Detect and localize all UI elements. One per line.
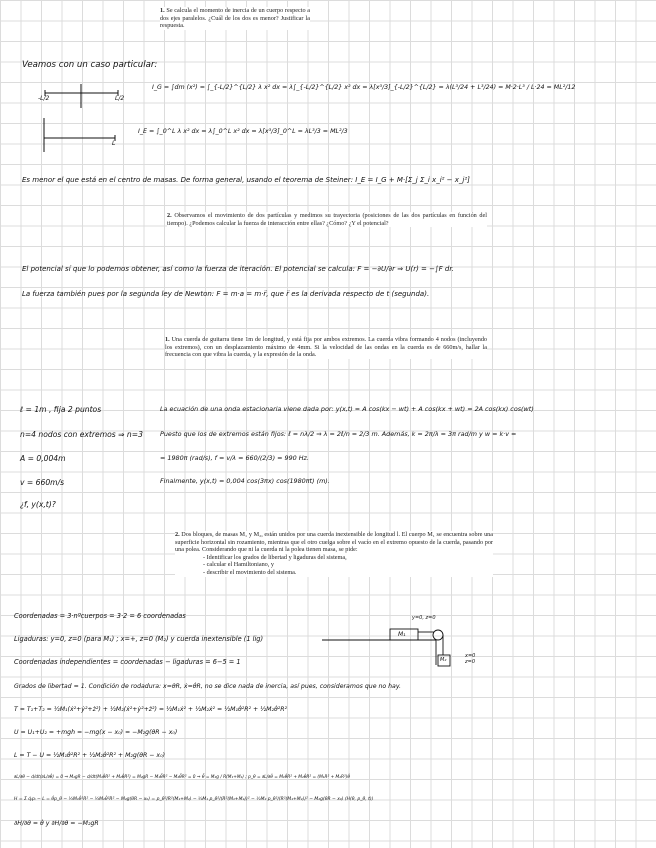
answer-3-data-5: ¿f, y(x,t)? [20,500,56,509]
question-3-number: 1. [165,336,170,343]
answer-1-equation-2: I_E = ∫_0^L λ x² dx = λ∫_0^L x² dx = λ[x³/3]_0^L = λL³/3 = ML²/3 [138,128,348,135]
question-2-text: Observamos el movimiento de dos partículas y medimos su trayectoria (posiciones de las dos partículas en función del tiempo). ¿Podemos calcular la fuerza de interacción entre ellas? ¿Cómo? ¿Y el potencial? [167,212,487,227]
answer-4-line-2: Ligaduras: y=0, z=0 (para M₁) ; x=+, z=0 (M₂) y cuerda inextensible (1 lig) [14,635,264,643]
list-item: - describir el movimiento del sistema. [203,569,493,577]
question-4-text: Dos bloques, de masas M₁ y M₂, están unidos por una cuerda inextensible de longitud l. El cuerpo M₁ se encuentra sobre una superficie horizontal sin rozamiento, mientras que el otro cuelga sobre el vacío en el extremo opuesto de la cuerda, pasando por una polea. Considerando que ni la cuerda ni la polea tienen masa, se pide: [175,531,493,554]
answer-3-data-4: v = 660m/s [20,478,65,487]
block-m1-label: M₁ [398,631,406,638]
answer-4-line-3: Coordenadas independientes = coordenadas − ligaduras = 6−5 = 1 [14,658,241,666]
answer-3-line-1: La ecuación de una onda estacionaria viene dada por: y(x,t) = A cos(kx − wt) + A cos(kx + wt) = 2A cos(kx) cos(wt) [160,405,534,413]
answer-3-data-1: ℓ = 1m , fija 2 puntos [20,405,102,414]
answer-1-intro: Veamos con un caso particular: [22,60,158,70]
question-1-text: Se calcula el momento de inercia de un cuerpo respecto a dos ejes paralelos. ¿Cuál de los dos es menor? Justificar la respuesta. [160,7,311,30]
block-pulley-diagram [322,629,450,666]
answer-4-line-4: Grados de libertad = 1. Condición de rodadura: x=θR, ẋ=θ̇R, no se dice nada de inercia, así pues, consideramos que no hay. [14,683,401,690]
block-m2-label: M₂ [440,657,447,663]
answer-2-line-1: El potencial sí que lo podemos obtener, así como la fuerza de iteración. El potencial se calcula: F = −∂U/∂r ⇒ U(r) = −∫F dr. [22,265,454,273]
answer-1-axis-right: L/2 [115,95,125,102]
answer-3-data-3: A = 0,004m [20,454,66,463]
answer-3-line-4: Finalmente, y(x,t) = 0,004 cos(3πx) cos(1980πt) (m). [160,477,330,485]
question-3-text: Una cuerda de guitarra tiene 1m de longitud, y está fija por ambos extremos. La cuerda vibra formando 4 nodos (incluyendo los extremos), con un desplazamiento máximo de 4mm. Si la velocidad de las ondas en la cuerda es de 660m/s, hallar la frecuencia con que vibra la cuerda, y la expresión de la onda. [165,336,488,359]
answer-4-line-10: ∂H/∂θ = θ̇ y ∂H/∂θ = −M₂gR [14,820,99,827]
question-4-number: 2. [175,531,180,538]
answer-1-axis-end: L [112,140,116,147]
answer-4-line-8: ∂L/∂θ − d/dt(∂L/∂θ̇) = 0 ⇒ M₂gR − d/dt(M₁θ̇R² + M₂θ̇R²) = M₂gR − M₁θ̈R² − M₂θ̈R² = 0 ⇒ θ̈ = M₂g / R(M₁+M₂) ; p_θ = ∂L/∂θ̇ = M₁θ̇R² + M₂θ̇R² = (M₁R² + M₂R²)θ̇ [14,775,350,780]
answer-1-axis-left: -L/2 [38,95,50,102]
answer-4-line-7: L = T − U = ½M₁θ̇²R² + ½M₂θ̇²R² + M₂g(θR − x₀) [14,752,165,759]
answer-4-line-9: H = Σ q̇ᵢpᵢ − L = θ̇p_θ − ½M₁θ̇²R² − ½M₂θ̇²R² − M₂g(θR − x₀) = p_θ²/R²(M₁+M₂) − ½M₁ p_θ²/(R²(M₁+M₂))² − ½M₂ p_θ²/(R²(M₁+M₂))² − M₂g(θR − x₀) (H(θ, p_θ, t)) [14,797,374,802]
question-2-number: 2. [167,212,172,219]
answer-4-line-1: Coordenadas = 3·nºcuerpos = 3·2 = 6 coordenadas [14,612,186,620]
answer-3-line-2: Puesto que los de extremos están fijos: ℓ = nλ/2 ⇒ λ = 2ℓ/n = 2/3 m. Además, k = 2π/λ = 3π rad/m y w = k·v = [160,430,517,438]
answer-3-data-2: n=4 nodos con extremos ⇒ n=3 [20,430,143,439]
rod-end-diagram [44,118,115,152]
list-item: - Identificar los grados de libertad y ligaduras del sistema, [203,554,493,562]
figure-top-label: y=0, z=0 [412,615,436,621]
pulley [433,630,443,640]
answer-3-line-3: = 1980π (rad/s), f = v/λ = 660/(2/3) = 990 Hz. [160,454,309,462]
answer-1-equation-1: I_G = ∫dm (x²) = ∫_{-L/2}^{L/2} λ x² dx = λ∫_{-L/2}^{L/2} x² dx = λ[x³/3]_{-L/2}^{L/2} = λ(L³/24 + L³/24) = M·2·L³ / L·24 = ML²/12 [152,84,576,91]
list-item: - calcular el Hamiltoniano, y [203,561,493,569]
answer-1-conclusion: Es menor el que está en el centro de masas. De forma general, usando el teorema de Steiner: I_E = I_G + M·[Σ_j Σ_i x_i² − x_j²] [22,176,470,184]
question-1-number: 1. [160,7,165,14]
rod-center-diagram [45,84,118,108]
answer-4-line-5: T = T₁+T₂ = ½M₁(ẋ²+ẏ²+ż²) + ½M₂(ẋ²+ẏ²+ż²) = ½M₁ẋ² + ½M₂ẋ² = ½M₁θ̇²R² + ½M₂θ̇²R² [14,706,288,713]
answer-2-line-2: La fuerza también pues por la segunda ley de Newton: F = m·a = m·r̈, que r̈ es la derivada respecto de t (segunda). [22,290,430,298]
figure-right-label: x=0 z=0 [465,653,476,665]
answer-4-line-6: U = U₁+U₂ = +mgh = −mg(x − x₀) = −M₂g(θR − x₀) [14,729,178,736]
